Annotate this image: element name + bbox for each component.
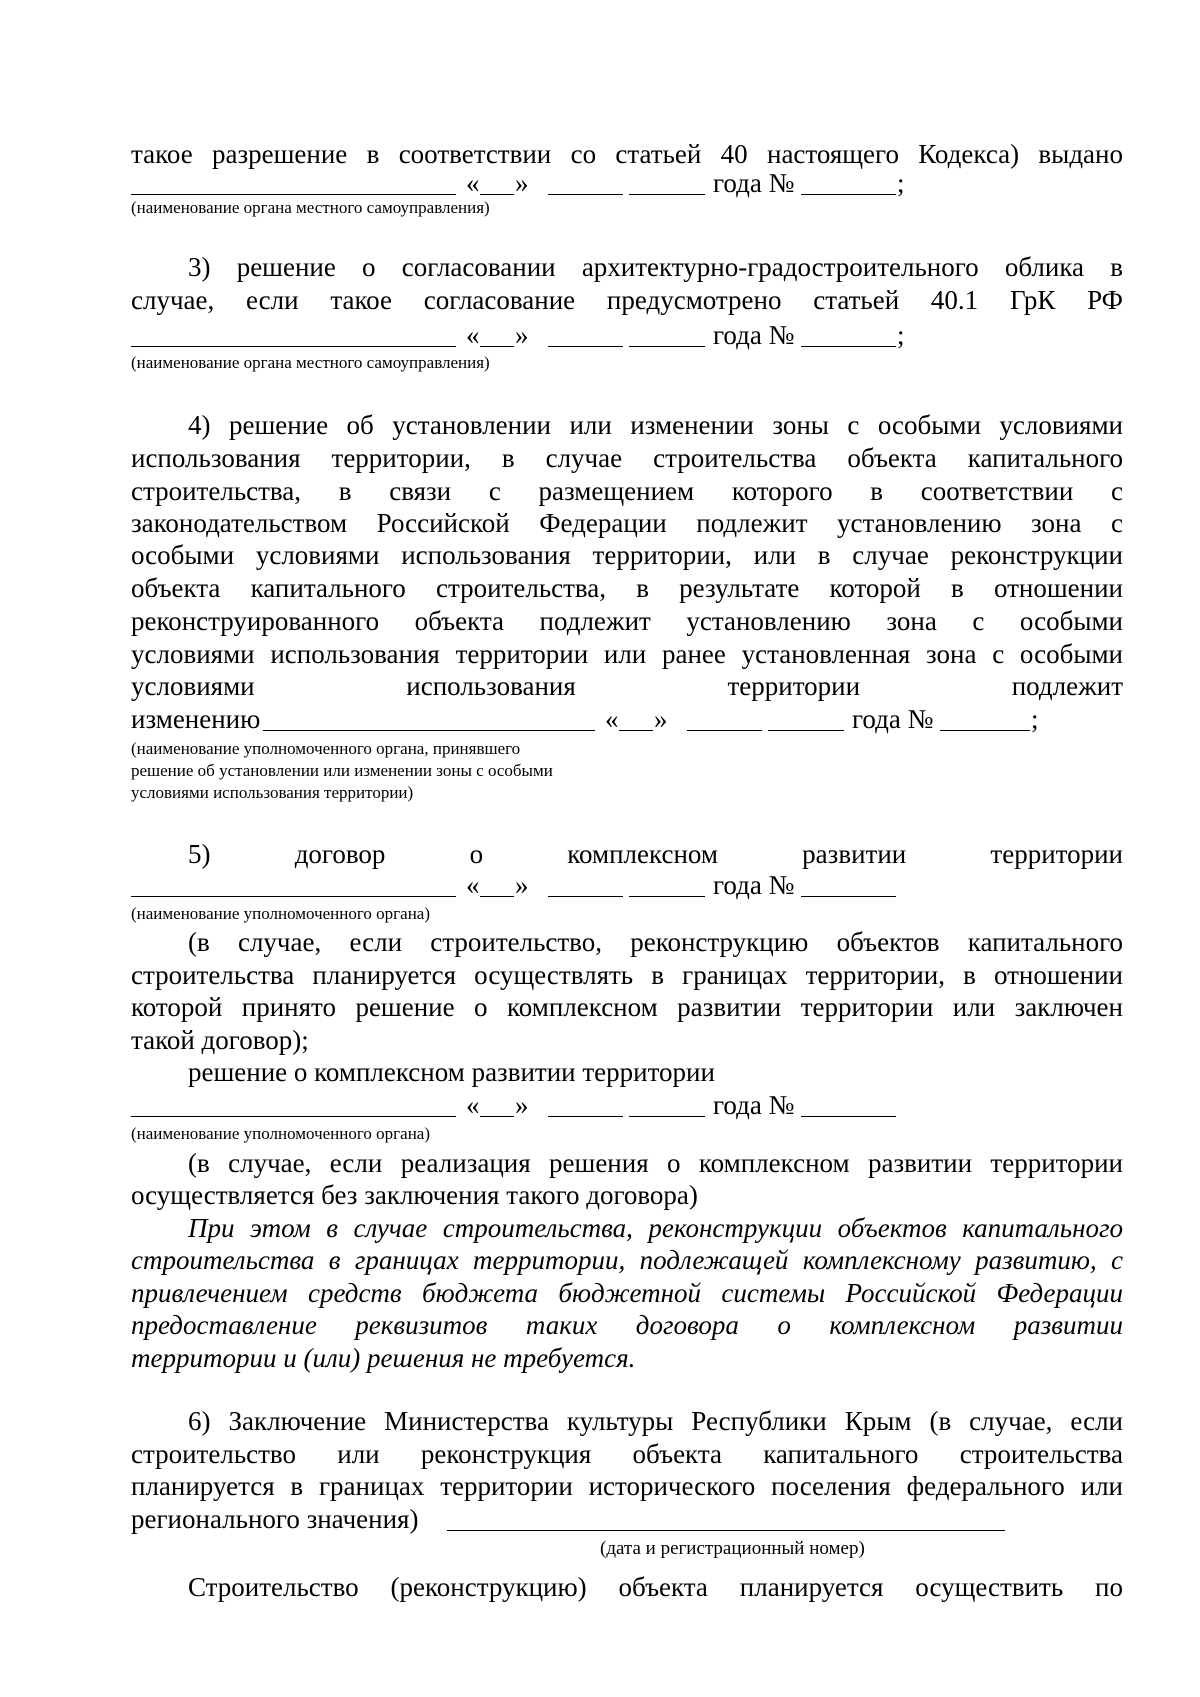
fill-blank — [629, 1116, 705, 1117]
year-number-label: года № — [713, 870, 795, 900]
quote-open: « — [605, 704, 619, 734]
text-line: планируется в границах территории исторического поселения федерального или — [131, 1471, 1123, 1501]
text-line: осуществляется без заключения такого договора) — [131, 1180, 698, 1210]
fill-blank — [548, 1116, 623, 1117]
text-word: регионального значения) — [131, 1504, 419, 1534]
text-line: (в случае, если реализация решения о комплексном развитии территории — [188, 1148, 1123, 1178]
text-line: законодательством Российской Федерации подлежит установлению зона с — [131, 508, 1123, 538]
text-line: объекта капитального строительства, в результате которой в отношении — [131, 573, 1123, 603]
text-line: случае, если такое согласование предусмотрено статьей 40.1 ГрК РФ — [131, 285, 1123, 315]
text-line: особыми условиями использования территории, или в случае реконструкции — [131, 540, 1123, 570]
year-number-label: года № — [852, 704, 934, 734]
fill-blank — [687, 730, 762, 731]
text-line: которой принято решение о комплексном развитии территории или заключен — [131, 992, 1123, 1022]
field-caption: решение об установлении или изменении зоны с особыми — [131, 761, 553, 780]
text-line: Строительство (реконструкцию) объекта планируется осуществить по — [188, 1572, 1123, 1602]
fill-blank — [131, 346, 456, 347]
italic-text-line: При этом в случае строительства, реконструкции объектов капитального — [188, 1213, 1123, 1243]
text-line: 5) договор о комплексном развитии территории — [188, 839, 1123, 869]
quote-close: » — [515, 870, 529, 900]
text-line: строительства, в связи с размещением которого в соответствии с — [131, 476, 1123, 506]
quote-open: « — [466, 870, 480, 900]
text-line: условиями использования территории или ранее установленная зона с особыми — [131, 639, 1123, 669]
text-line: 4) решение об установлении или изменении зоны с особыми условиями — [188, 410, 1123, 440]
blank-line-agreement — [131, 318, 1123, 352]
fill-blank — [940, 730, 1030, 731]
fill-blank — [619, 730, 653, 731]
fill-blank — [480, 1116, 514, 1117]
text-line: такое разрешение в соответствии со статьей 40 настоящего Кодекса) выдано — [131, 139, 1123, 169]
fill-blank — [447, 1530, 1005, 1531]
quote-open: « — [466, 1090, 480, 1120]
year-number-label: года № — [713, 320, 795, 350]
fill-blank — [768, 730, 844, 731]
blank-line-conclusion — [131, 1502, 1123, 1536]
blank-line-zone — [131, 702, 1123, 736]
field-caption: условиями использования территории) — [131, 783, 414, 802]
field-caption: (дата и регистрационный номер) — [600, 1538, 865, 1559]
text-line: такой договор); — [131, 1025, 309, 1055]
blank-line-decision — [131, 1088, 1123, 1122]
text-line: использования территории, в случае строительства объекта капитального — [131, 443, 1123, 473]
fill-blank — [629, 194, 705, 195]
year-number-label: года № — [713, 168, 795, 198]
fill-blank — [131, 1116, 456, 1117]
quote-close: » — [515, 1090, 529, 1120]
fill-blank — [629, 896, 705, 897]
semicolon: ; — [897, 168, 905, 198]
field-caption: (наименование органа местного самоуправления) — [131, 353, 490, 372]
field-caption: (наименование уполномоченного органа) — [131, 1124, 431, 1143]
field-caption: (наименование органа местного самоуправления) — [131, 198, 490, 217]
italic-text-line: привлечением средств бюджета бюджетной системы Российской Федерации — [131, 1278, 1123, 1308]
semicolon: ; — [1031, 704, 1039, 734]
text-word: изменению — [131, 704, 261, 734]
text-line: (в случае, если строительство, реконструкцию объектов капитального — [188, 927, 1123, 957]
fill-blank — [548, 194, 623, 195]
text-line: строительства планируется осуществлять в границах территории, в отношении — [131, 960, 1123, 990]
fill-blank — [131, 896, 456, 897]
blank-line-contract — [131, 868, 1123, 902]
quote-close: » — [515, 320, 529, 350]
fill-blank — [480, 896, 514, 897]
fill-blank — [801, 1116, 896, 1117]
quote-open: « — [466, 320, 480, 350]
year-number-label: года № — [713, 1090, 795, 1120]
italic-text-line: предоставление реквизитов таких договора о комплексном развитии — [131, 1310, 1123, 1340]
quote-close: » — [654, 704, 668, 734]
italic-text-line: территории и (или) решения не требуется. — [131, 1343, 636, 1373]
semicolon: ; — [897, 320, 905, 350]
blank-line-issued — [131, 166, 1123, 200]
text-line: 6) Заключение Министерства культуры Республики Крым (в случае, если — [188, 1406, 1123, 1436]
quote-close: » — [515, 168, 529, 198]
text-line: условиями использования территории подлежит — [131, 671, 1123, 701]
fill-blank — [480, 346, 514, 347]
italic-text-line: строительства в границах территории, подлежащей комплексному развитию, с — [131, 1245, 1123, 1275]
text-line: решение о комплексном развитии территории — [188, 1057, 715, 1087]
text-line: 3) решение о согласовании архитектурно-градостроительного облика в — [188, 252, 1123, 282]
fill-blank — [480, 194, 514, 195]
field-caption: (наименование уполномоченного органа, принявшего — [131, 739, 521, 758]
fill-blank — [548, 896, 623, 897]
field-caption: (наименование уполномоченного органа) — [131, 904, 431, 923]
fill-blank — [548, 346, 623, 347]
fill-blank — [263, 730, 595, 731]
text-line: строительство или реконструкция объекта капитального строительства — [131, 1439, 1123, 1469]
fill-blank — [801, 194, 896, 195]
fill-blank — [801, 346, 896, 347]
text-line: реконструированного объекта подлежит установлению зона с особыми — [131, 606, 1123, 636]
fill-blank — [629, 346, 705, 347]
fill-blank — [801, 896, 896, 897]
fill-blank — [131, 194, 456, 195]
quote-open: « — [466, 168, 480, 198]
